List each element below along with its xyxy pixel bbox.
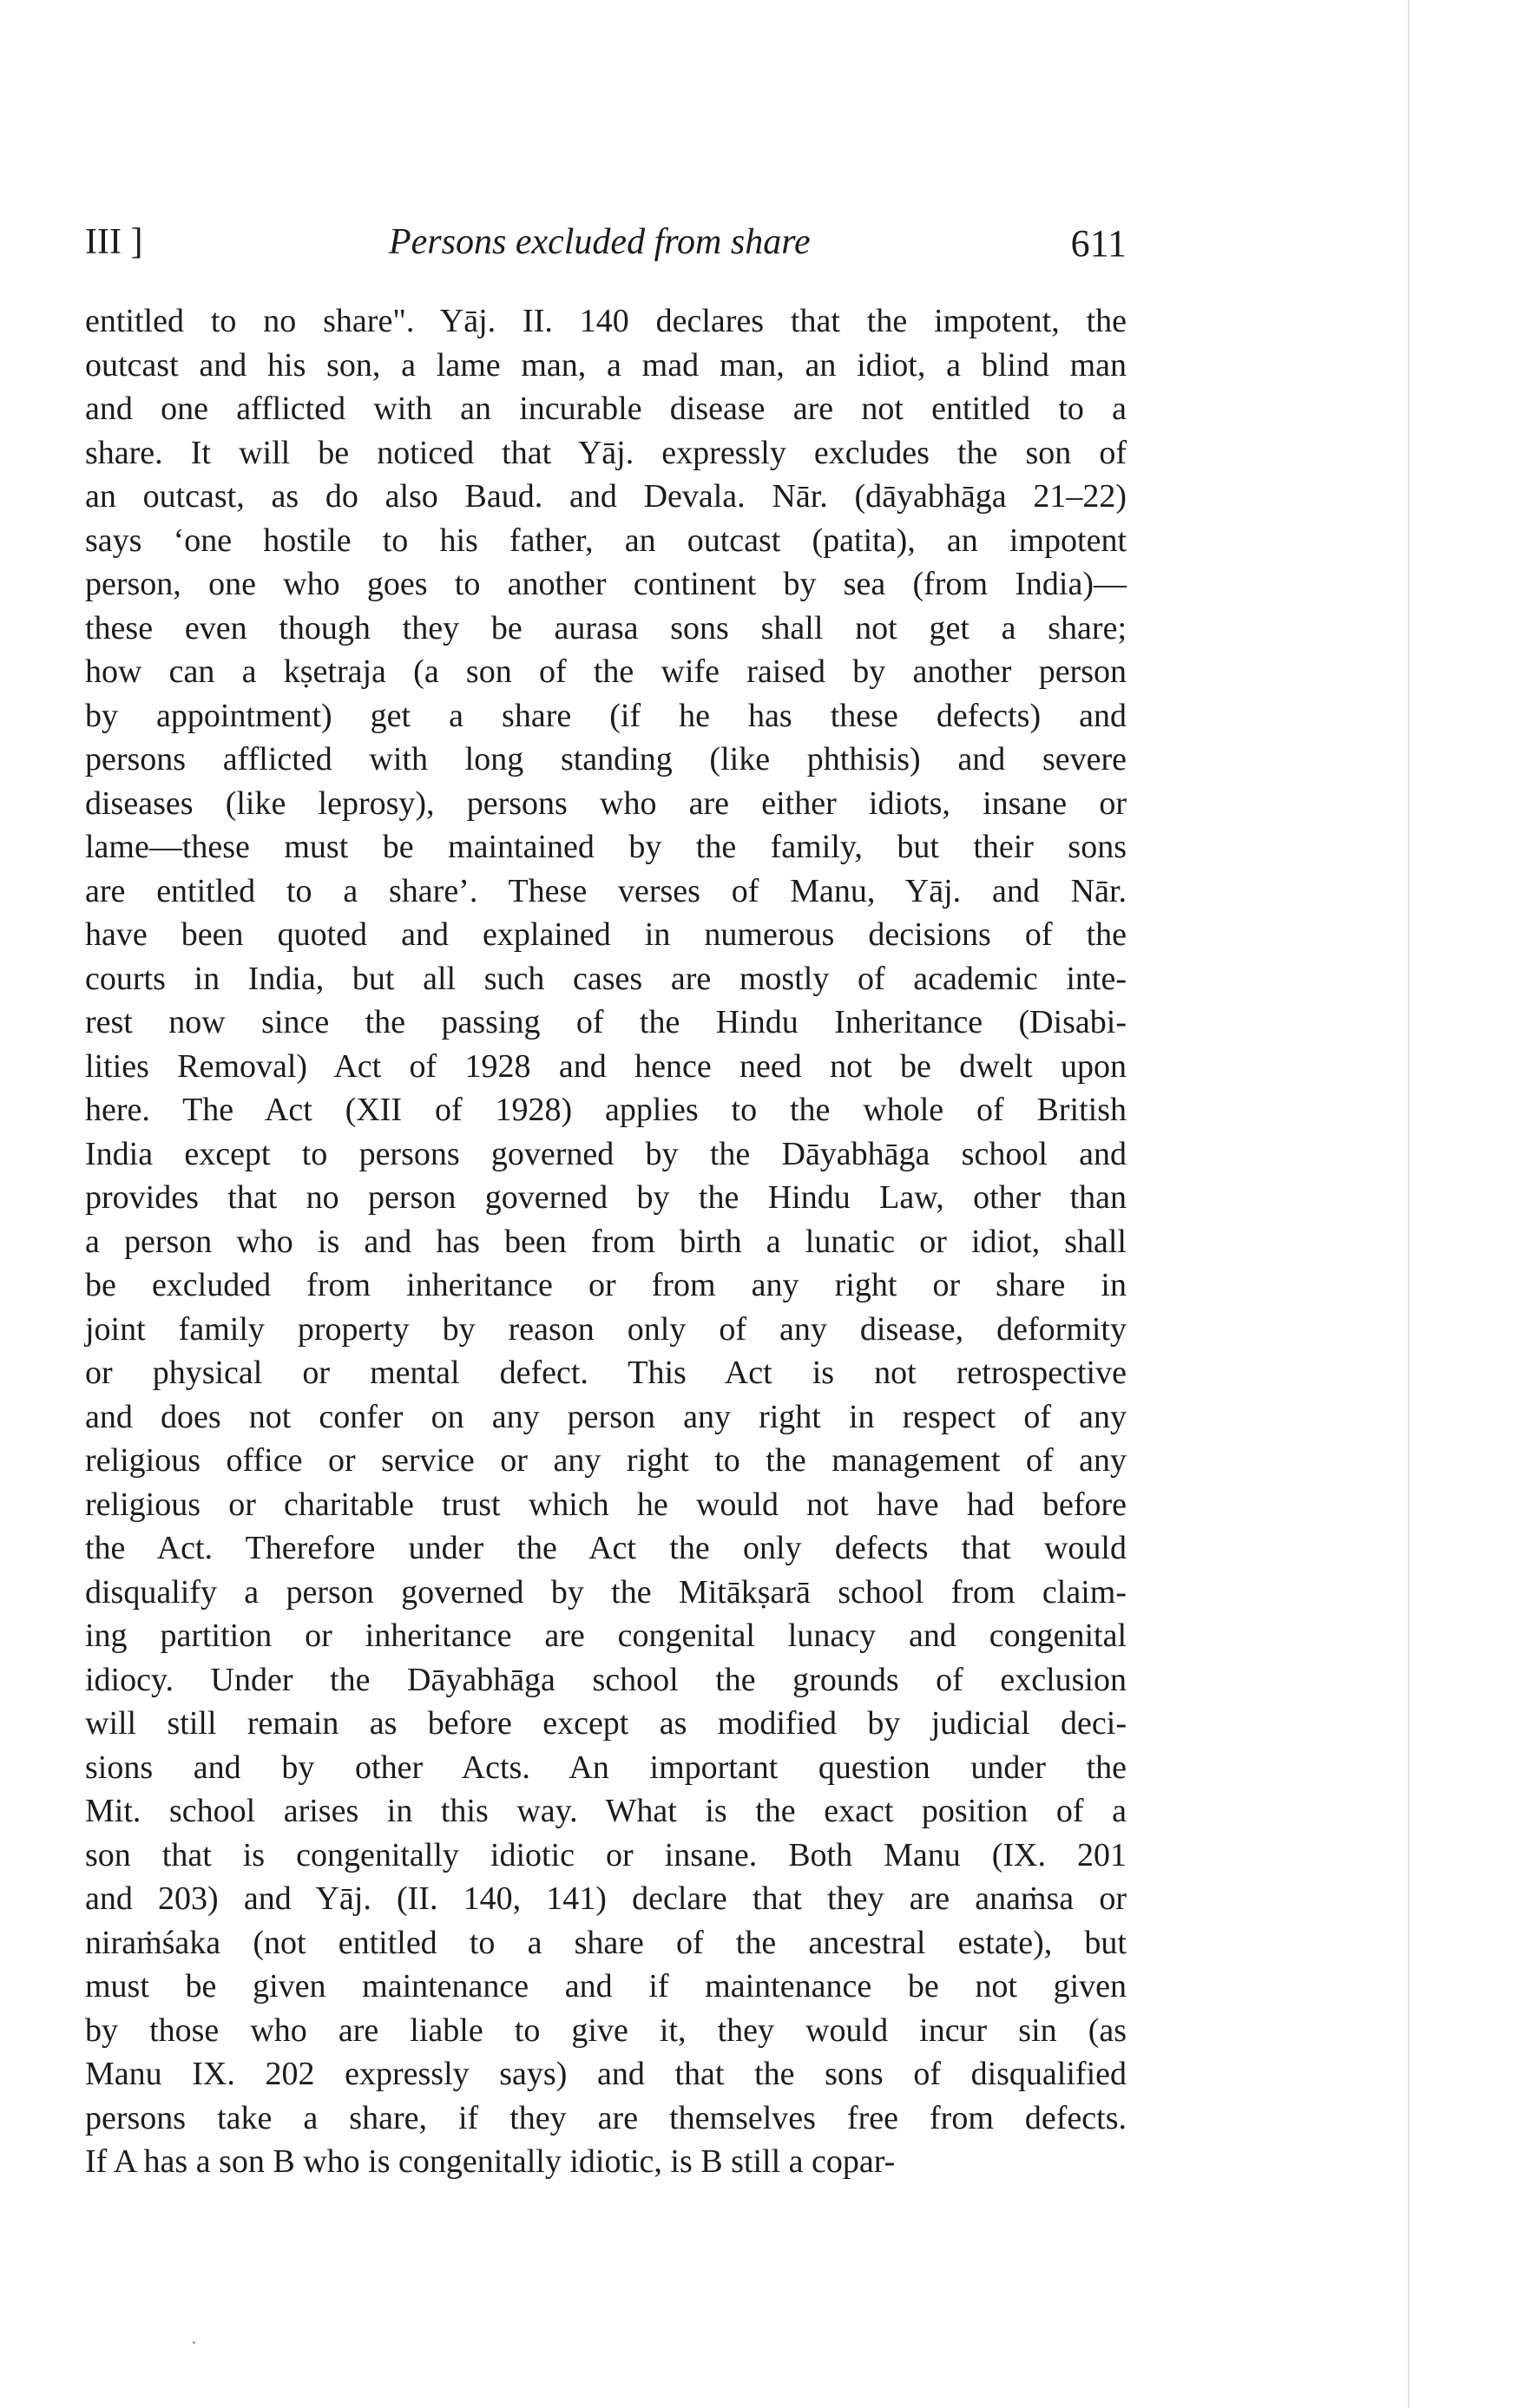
text-line: courts in India, but all such cases are mostly of academic inte- (85, 960, 1127, 997)
text-line: will still remain as before except as modified by judicial deci- (85, 1705, 1127, 1742)
body-paragraph (85, 299, 1127, 2184)
text-line: and one afflicted with an incurable disease are not entitled to a (85, 390, 1127, 427)
page-number: 611 (1070, 222, 1127, 265)
scan-edge-line (1408, 0, 1410, 2408)
text-line: persons take a share, if they are themselves free from defects. (85, 2099, 1127, 2136)
text-line: and 203) and Yāj. (II. 140, 141) declare that they are anaṁsa or (85, 1880, 1127, 1917)
text-line: by those who are liable to give it, they would incur sin (as (85, 2011, 1127, 2049)
text-line: diseases (like leprosy), persons who are either idiots, insane or (85, 784, 1127, 822)
text-line: India except to persons governed by the Dāyabhāga school and (85, 1135, 1127, 1172)
text-line: religious or charitable trust which he would not have had before (85, 1486, 1127, 1523)
text-line: these even though they be aurasa sons shall not get a share; (85, 609, 1127, 646)
text-line: religious office or service or any right to the management of any (85, 1442, 1127, 1479)
text-line: lame—these must be maintained by the family, but their sons (85, 829, 1127, 865)
text-line: or physical or mental defect. This Act is not retrospective (85, 1355, 1127, 1391)
page-header (85, 221, 1127, 273)
text-line: how can a kṣetraja (a son of the wife raised by another person (85, 653, 1127, 690)
text-line: If A has a son B who is congenitally idiotic, is B still a copar- (85, 2143, 896, 2180)
text-line: Manu IX. 202 expressly says) and that the sons of disqualified (85, 2056, 1127, 2092)
text-line: Mit. school arises in this way. What is the exact position of a (85, 1793, 1127, 1829)
text-line: outcast and his son, a lame man, a mad man, an idiot, a blind man (85, 346, 1127, 384)
text-line: son that is congenitally idiotic or insane. Both Manu (IX. 201 (85, 1836, 1127, 1873)
text-line: be excluded from inheritance or from any right or share in (85, 1267, 1127, 1303)
text-line: entitled to no share". Yāj. II. 140 declares that the impotent, the (85, 303, 1127, 339)
text-line: persons afflicted with long standing (like phthisis) and severe (85, 741, 1127, 778)
text-line: niraṁśaka (not entitled to a share of the ancestral estate), but (85, 1924, 1127, 1961)
scan-speck (193, 2341, 195, 2344)
text-line: must be given maintenance and if maintenance be not given (85, 1968, 1127, 2004)
text-line: an outcast, as do also Baud. and Devala. Nār. (dāyabhāga 21–22) (85, 478, 1127, 515)
text-line: idiocy. Under the Dāyabhāga school the grounds of exclusion (85, 1661, 1127, 1698)
text-line: a person who is and has been from birth a lunatic or idiot, shall (85, 1223, 1127, 1260)
running-title: Persons excluded from share (389, 222, 811, 262)
text-line: joint family property by reason only of any disease, deformity (85, 1310, 1127, 1348)
text-line: and does not confer on any person any right in respect of any (85, 1398, 1127, 1435)
text-line: have been quoted and explained in numerous decisions of the (85, 916, 1127, 953)
text-line: disqualify a person governed by the Mitākṣarā school from claim- (85, 1573, 1127, 1611)
text-line: sions and by other Acts. An important question under the (85, 1749, 1127, 1786)
text-line: share. It will be noticed that Yāj. expressly excludes the son of (85, 434, 1127, 471)
text-line: rest now since the passing of the Hindu Inheritance (Disabi- (85, 1004, 1127, 1040)
text-line: says ‘one hostile to his father, an outcast (patita), an impotent (85, 522, 1127, 559)
text-line: lities Removal) Act of 1928 and hence need not be dwelt upon (85, 1047, 1127, 1085)
text-line: provides that no person governed by the Hindu Law, other than (85, 1179, 1127, 1216)
text-line: by appointment) get a share (if he has these defects) and (85, 697, 1127, 734)
text-line: here. The Act (XII of 1928) applies to the whole of British (85, 1092, 1127, 1128)
chapter-number: III ] (85, 222, 143, 262)
text-line: are entitled to a share’. These verses of Manu, Yāj. and Nār. (85, 872, 1127, 909)
text-line: person, one who goes to another continent by sea (from India)— (85, 566, 1127, 602)
text-line: ing partition or inheritance are congenital lunacy and congenital (85, 1617, 1127, 1654)
text-line: the Act. Therefore under the Act the only defects that would (85, 1530, 1127, 1566)
